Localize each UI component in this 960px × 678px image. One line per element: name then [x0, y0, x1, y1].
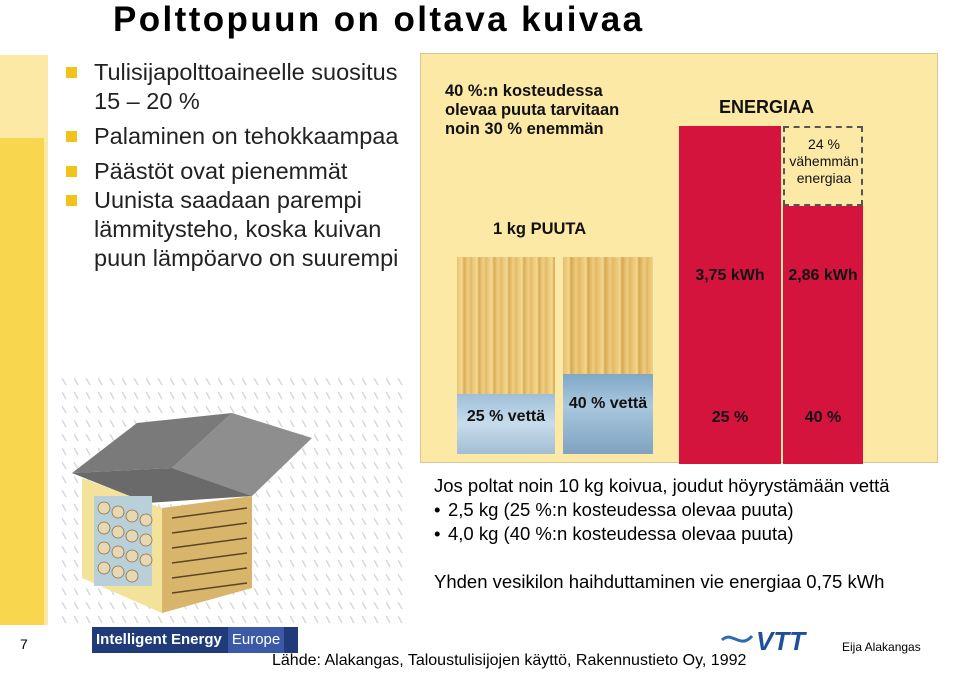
- slide-number: 7: [20, 636, 28, 652]
- info-item: [434, 498, 890, 522]
- woodshed-illustration: [62, 378, 407, 623]
- bullet-item: [66, 58, 406, 116]
- info-block: [434, 474, 890, 594]
- info-last-line: Yhden vesikilon haihduttaminen vie energiaa 0,75 kWh: [434, 571, 885, 592]
- author: Eija Alakangas: [842, 640, 921, 654]
- energy-value-25: 3,75 kWh: [695, 267, 765, 284]
- bullet-text: Uunista saadaan parempi lämmitysteho, koska kuivan puun lämpöarvo on suurempi: [94, 187, 399, 271]
- vtt-logo-text: VTT: [756, 626, 806, 656]
- bullet-text: Päästöt ovat pienemmät: [94, 158, 348, 184]
- wood-note: 40 %:n kosteudessa olevaa puuta tarvitaan noin 30 % enemmän: [445, 82, 620, 138]
- energy-header: ENERGIAA: [719, 97, 815, 117]
- bullet-marker-icon: [66, 166, 77, 177]
- bullet-item: [66, 122, 406, 151]
- bullet-dot-icon: •: [434, 499, 441, 520]
- moisture-label-40: 40 % vettä: [568, 395, 648, 412]
- intelligent-energy-logo: [92, 627, 298, 653]
- wood-block-40: [563, 257, 653, 374]
- page-title: Polttopuun on oltava kuivaa: [113, 0, 645, 39]
- wood-block-25: [457, 257, 555, 394]
- info-item-text: 4,0 kg (40 %:n kosteudessa olevaa puuta): [448, 523, 794, 544]
- energy-moisture-25: 25 %: [711, 409, 749, 426]
- energy-moisture-40: 40 %: [804, 409, 842, 426]
- bullet-text: Tulisijapolttoaineelle suositus 15 – 20 %: [94, 59, 398, 114]
- logo-text: Intelligent Energy: [96, 631, 222, 648]
- energy-value-40: 2,86 kWh: [788, 267, 858, 284]
- bullet-dot-icon: •: [434, 523, 441, 544]
- info-line: Jos poltat noin 10 kg koivua, joudut höyrystämään vettä: [434, 475, 890, 496]
- water-block-40: [563, 374, 653, 454]
- bullet-marker-icon: [66, 131, 77, 142]
- info-item: [434, 522, 890, 546]
- diagram-panel: [420, 53, 938, 463]
- bullet-text: Palaminen on tehokkaampaa: [94, 123, 399, 149]
- wood-header: 1 kg PUUTA: [493, 220, 587, 238]
- bullet-marker-icon: [66, 67, 77, 78]
- bullet-list: [66, 58, 406, 279]
- bullet-item: [66, 157, 406, 186]
- decor-stripe-dark: [0, 138, 44, 625]
- moisture-label-25: 25 % vettä: [466, 408, 546, 425]
- energy-note: 24 % vähemmän energiaa: [789, 136, 859, 186]
- bullet-marker-icon: [66, 195, 77, 206]
- bullet-item: [66, 186, 406, 273]
- info-item-text: 2,5 kg (25 %:n kosteudessa olevaa puuta): [448, 499, 794, 520]
- source-citation: Lähde: Alakangas, Taloustulisijojen käyttö, Rakennustieto Oy, 1992: [272, 652, 747, 669]
- logo-sub-text: Europe: [228, 627, 284, 653]
